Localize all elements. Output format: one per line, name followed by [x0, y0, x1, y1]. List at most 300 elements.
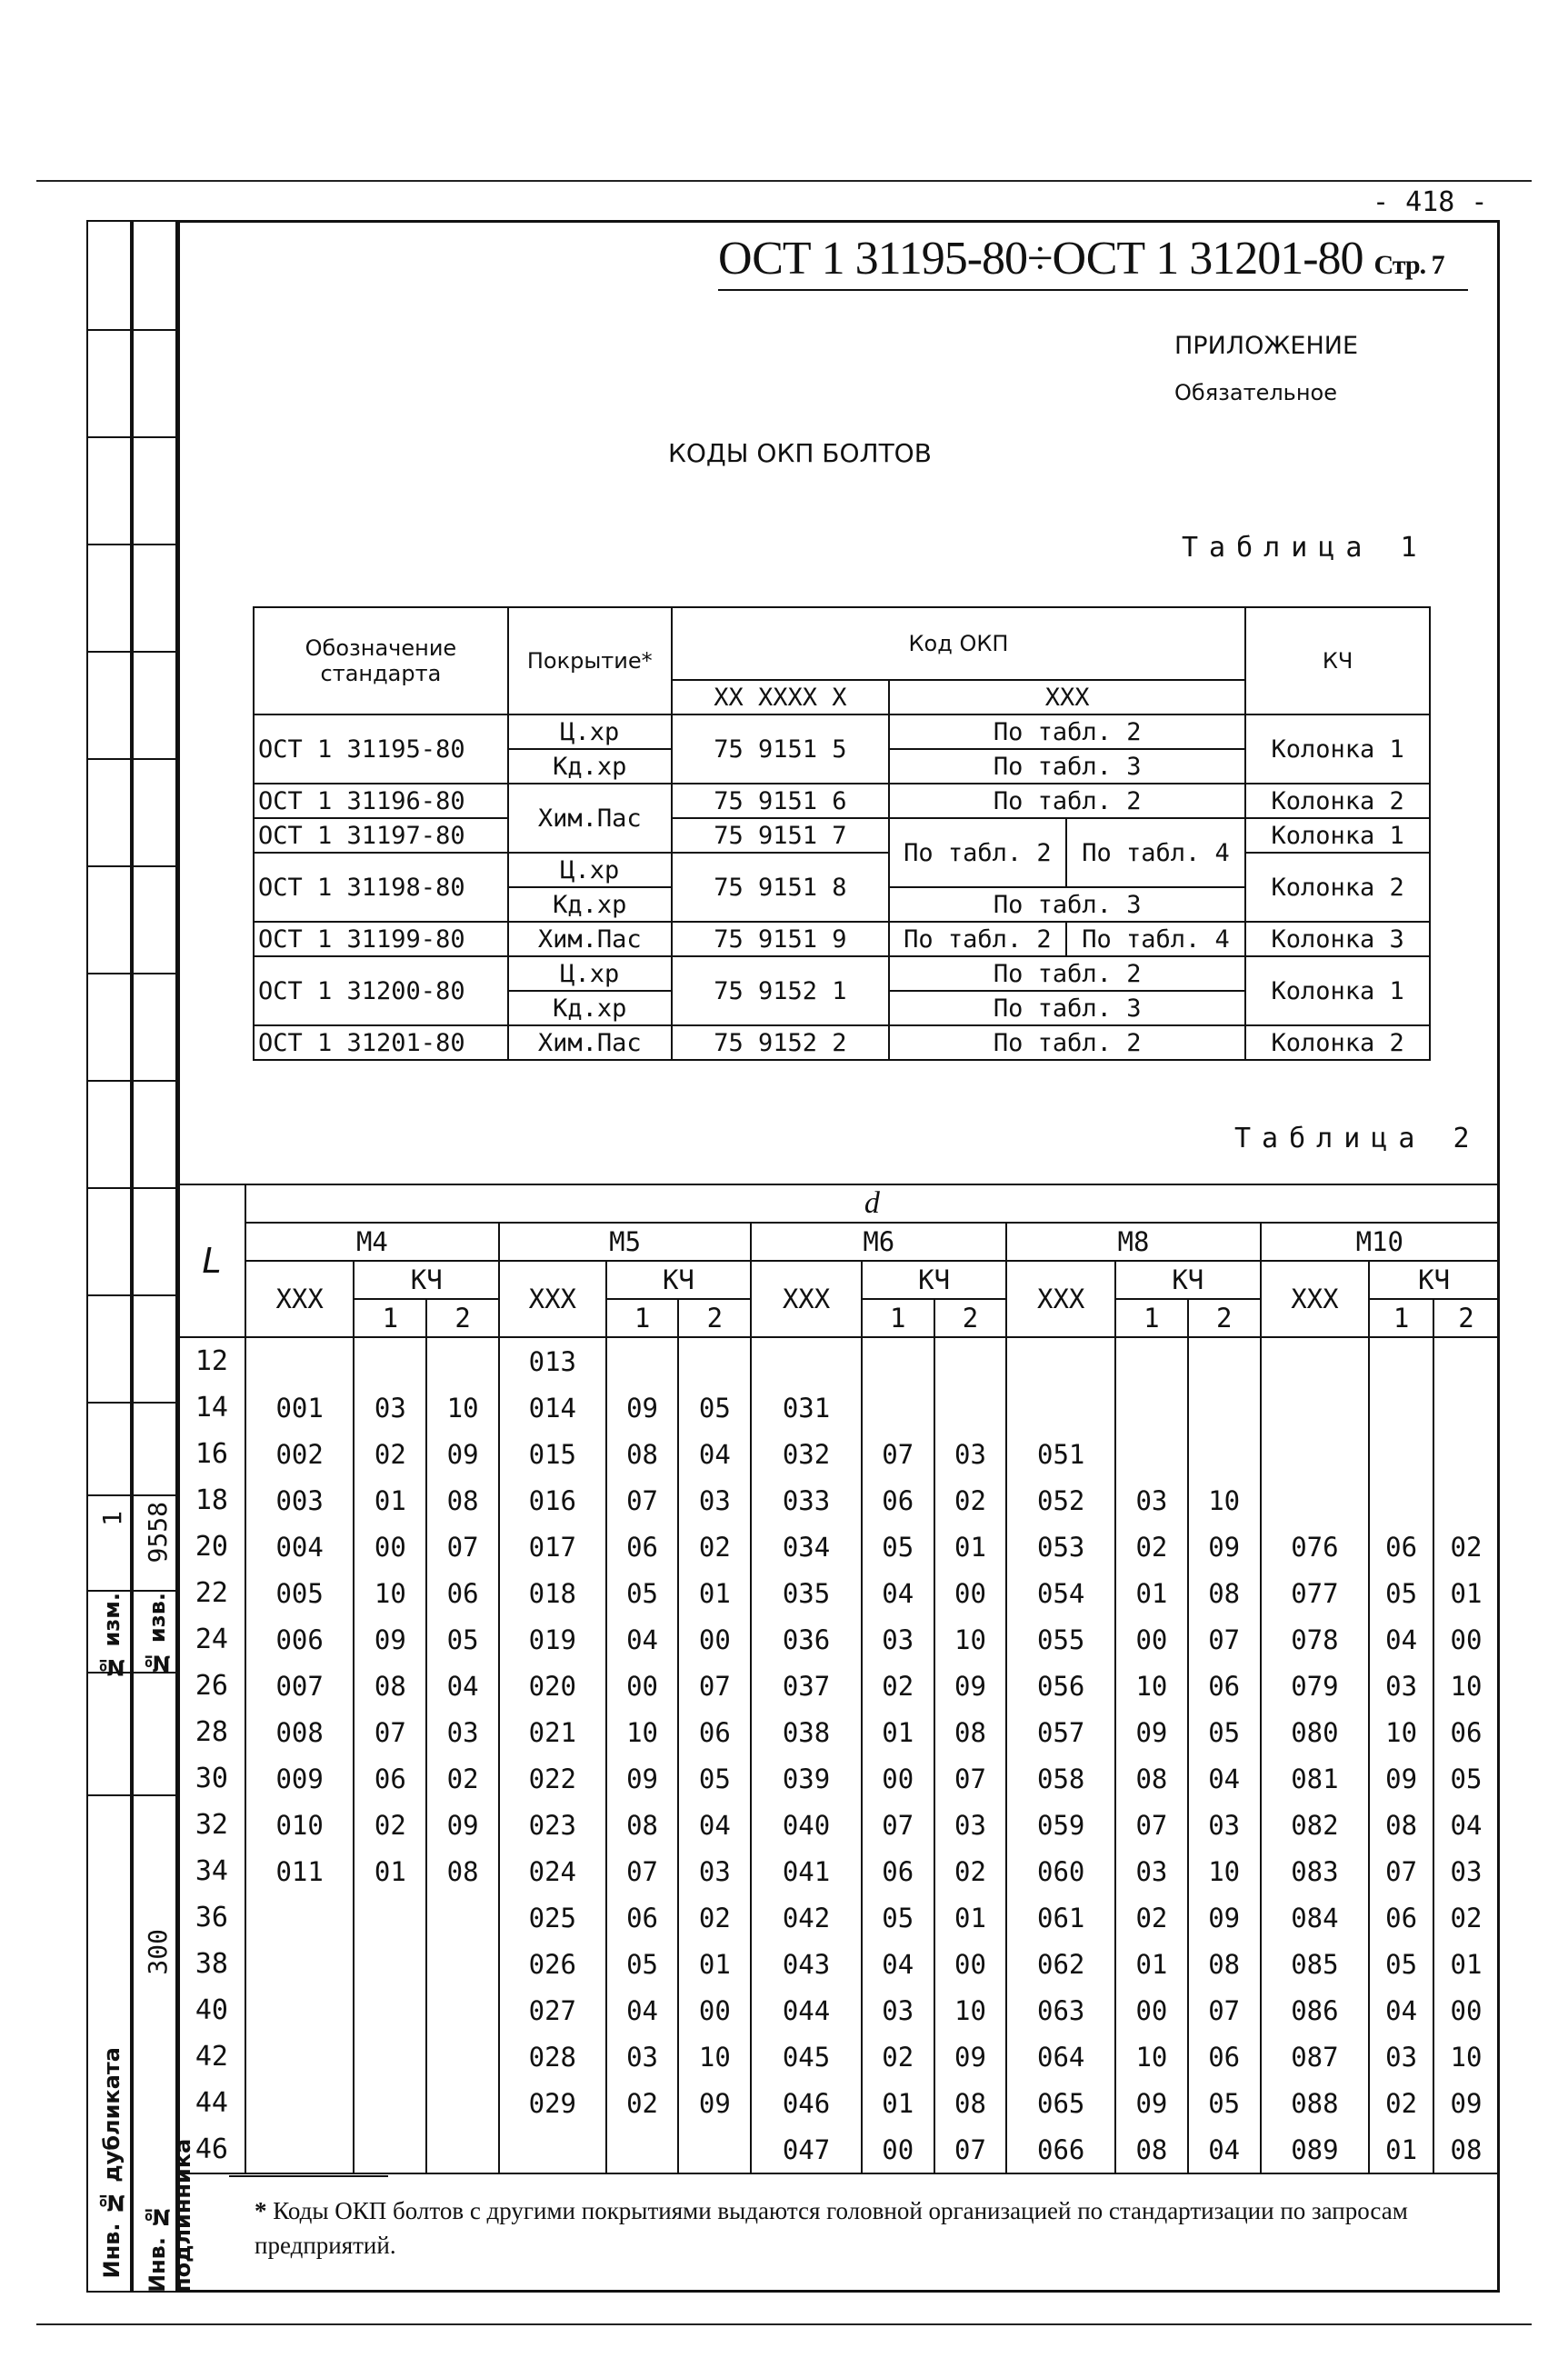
kch-cell: [1115, 1337, 1188, 1384]
table-row: [178, 1848, 1499, 1894]
xxx-cell: 019: [499, 1616, 606, 1663]
kch-cell: [354, 2080, 426, 2126]
kch-cell: 02: [606, 2080, 679, 2126]
t1-kch: Колонка 3: [1245, 922, 1430, 956]
t2-xxx-header: XXX: [245, 1261, 355, 1337]
kch-cell: 08: [1433, 2126, 1499, 2173]
kch-cell: 01: [678, 1941, 751, 1987]
kch-cell: 10: [934, 1616, 1007, 1663]
kch-cell: 01: [354, 1477, 426, 1524]
xxx-cell: [245, 2080, 355, 2126]
length-cell: 12: [178, 1337, 245, 1384]
kch-cell: [1433, 1384, 1499, 1431]
kch-cell: 02: [1369, 2080, 1433, 2126]
t1-kch: Колонка 1: [1245, 956, 1430, 1025]
kch-cell: 09: [426, 1802, 499, 1848]
kch-cell: 00: [934, 1941, 1007, 1987]
kch-cell: 06: [1369, 1524, 1433, 1570]
kch-cell: 02: [1115, 1524, 1188, 1570]
footnote-star: *: [255, 2197, 267, 2224]
kch-cell: 00: [678, 1616, 751, 1663]
kch-cell: 00: [1115, 1616, 1188, 1663]
footnote: [255, 2193, 1436, 2263]
t2-d-header: d: [245, 1184, 1499, 1223]
kch-cell: 10: [354, 1570, 426, 1616]
table-row: [178, 1524, 1499, 1570]
kch-cell: 04: [426, 1663, 499, 1709]
kch-cell: [606, 1337, 679, 1384]
xxx-cell: 084: [1261, 1894, 1370, 1941]
kch-cell: 01: [354, 1848, 426, 1894]
xxx-cell: [751, 1337, 862, 1384]
xxx-cell: [245, 2033, 355, 2080]
kch-cell: 07: [1188, 1987, 1261, 2033]
t1-row: [254, 714, 1430, 749]
t2-xxx-header: XXX: [1006, 1261, 1115, 1337]
table-row: [178, 1941, 1499, 1987]
kch-cell: 03: [1115, 1848, 1188, 1894]
t1-code: 75 9152 2: [672, 1025, 889, 1060]
kch-cell: 08: [1188, 1941, 1261, 1987]
t2-kch1-header: 1: [606, 1299, 679, 1337]
t2-body: [178, 1337, 1499, 2173]
xxx-cell: 066: [1006, 2126, 1115, 2173]
t1-coating: Ц.хр: [508, 853, 672, 887]
t1-row: [254, 922, 1430, 956]
t2-kch2-header: 2: [678, 1299, 751, 1337]
xxx-cell: 062: [1006, 1941, 1115, 1987]
kch-cell: 08: [606, 1802, 679, 1848]
kch-cell: [1433, 1337, 1499, 1384]
xxx-cell: 037: [751, 1663, 862, 1709]
kch-cell: 08: [606, 1431, 679, 1477]
kch-cell: 03: [1433, 1848, 1499, 1894]
xxx-cell: 061: [1006, 1894, 1115, 1941]
t1-xxx: По табл. 2: [889, 1025, 1245, 1060]
kch-cell: 09: [934, 2033, 1007, 2080]
kch-cell: 02: [1115, 1894, 1188, 1941]
xxx-cell: [1261, 1431, 1370, 1477]
xxx-cell: [1006, 1384, 1115, 1431]
t1-row: [254, 818, 1430, 853]
t1-standard: ОСТ 1 31197-80: [254, 818, 508, 853]
t1-xxx-left: По табл. 2: [889, 922, 1066, 956]
t1-xxx: По табл. 3: [889, 887, 1245, 922]
table-row: [178, 1802, 1499, 1848]
stamp-column-left: [86, 220, 132, 2293]
kch-cell: [426, 1894, 499, 1941]
kch-cell: 02: [678, 1894, 751, 1941]
kch-cell: 09: [1369, 1755, 1433, 1802]
stamp-izv-value: 9558: [143, 1502, 173, 1564]
appendix-title: ПРИЛОЖЕНИЕ: [1174, 332, 1359, 360]
kch-cell: 07: [606, 1477, 679, 1524]
kch-cell: [1369, 1384, 1433, 1431]
kch-cell: 02: [1433, 1524, 1499, 1570]
kch-cell: 02: [862, 2033, 934, 2080]
kch-cell: [354, 1941, 426, 1987]
t2-kch-header: КЧ: [862, 1261, 1007, 1299]
t2-xxx-header: XXX: [1261, 1261, 1370, 1337]
table2-caption: Таблица 2: [1234, 1123, 1481, 1154]
kch-cell: 09: [354, 1616, 426, 1663]
xxx-cell: 015: [499, 1431, 606, 1477]
kch-cell: 00: [678, 1987, 751, 2033]
xxx-cell: 029: [499, 2080, 606, 2126]
xxx-cell: 058: [1006, 1755, 1115, 1802]
kch-cell: 10: [1115, 1663, 1188, 1709]
xxx-cell: 086: [1261, 1987, 1370, 2033]
kch-cell: 03: [934, 1802, 1007, 1848]
xxx-cell: 006: [245, 1616, 355, 1663]
kch-cell: 10: [426, 1384, 499, 1431]
kch-cell: 06: [606, 1894, 679, 1941]
t1-code: 75 9151 6: [672, 784, 889, 818]
kch-cell: 08: [934, 1709, 1007, 1755]
xxx-cell: [1006, 1337, 1115, 1384]
kch-cell: 08: [1115, 2126, 1188, 2173]
kch-cell: 07: [934, 2126, 1007, 2173]
t1-header-coating: Покрытие*: [508, 607, 672, 714]
xxx-cell: 002: [245, 1431, 355, 1477]
xxx-cell: 008: [245, 1709, 355, 1755]
table-row: [178, 1755, 1499, 1802]
t1-coating: Хим.Пас: [508, 1025, 672, 1060]
xxx-cell: 035: [751, 1570, 862, 1616]
kch-cell: 03: [354, 1384, 426, 1431]
kch-cell: [1188, 1431, 1261, 1477]
kch-cell: 01: [934, 1524, 1007, 1570]
stamp-podl-value: 300: [143, 1929, 173, 1975]
xxx-cell: 041: [751, 1848, 862, 1894]
t2-kch1-header: 1: [1115, 1299, 1188, 1337]
kch-cell: 07: [862, 1431, 934, 1477]
kch-cell: 02: [862, 1663, 934, 1709]
table1-caption: Таблица 1: [1182, 532, 1428, 564]
xxx-cell: 087: [1261, 2033, 1370, 2080]
table-row: [178, 1709, 1499, 1755]
kch-cell: [934, 1337, 1007, 1384]
kch-cell: 03: [1115, 1477, 1188, 1524]
xxx-cell: 083: [1261, 1848, 1370, 1894]
kch-cell: 01: [1115, 1570, 1188, 1616]
t1-coating: Ц.хр: [508, 714, 672, 749]
xxx-cell: 085: [1261, 1941, 1370, 1987]
kch-cell: 07: [1188, 1616, 1261, 1663]
xxx-cell: 020: [499, 1663, 606, 1709]
t1-xxx: По табл. 2: [889, 784, 1245, 818]
kch-cell: 08: [1188, 1570, 1261, 1616]
xxx-cell: 011: [245, 1848, 355, 1894]
kch-cell: [1188, 1384, 1261, 1431]
t1-xxx: По табл. 2: [889, 714, 1245, 749]
kch-cell: [678, 2126, 751, 2173]
xxx-cell: 060: [1006, 1848, 1115, 1894]
t2-size-m10: M10: [1261, 1223, 1499, 1261]
t1-xxx-left: По табл. 2: [889, 818, 1066, 887]
kch-cell: 03: [1369, 1663, 1433, 1709]
kch-cell: [354, 1987, 426, 2033]
xxx-cell: 081: [1261, 1755, 1370, 1802]
t1-coating: Кд.хр: [508, 991, 672, 1025]
xxx-cell: 024: [499, 1848, 606, 1894]
xxx-cell: 027: [499, 1987, 606, 2033]
kch-cell: [354, 2126, 426, 2173]
kch-cell: 07: [1115, 1802, 1188, 1848]
t2-xxx-header: XXX: [751, 1261, 862, 1337]
kch-cell: 02: [934, 1477, 1007, 1524]
t2-kch-header: КЧ: [1115, 1261, 1261, 1299]
xxx-cell: 039: [751, 1755, 862, 1802]
t1-standard: ОСТ 1 31200-80: [254, 956, 508, 1025]
xxx-cell: [499, 2126, 606, 2173]
t1-code: 75 9152 1: [672, 956, 889, 1025]
table-row: [178, 1431, 1499, 1477]
top-rule: [36, 180, 1532, 182]
xxx-cell: 025: [499, 1894, 606, 1941]
kch-cell: 10: [678, 2033, 751, 2080]
kch-cell: 09: [1115, 1709, 1188, 1755]
kch-cell: [1433, 1431, 1499, 1477]
kch-cell: 02: [354, 1802, 426, 1848]
xxx-cell: 010: [245, 1802, 355, 1848]
t2-kch-header: КЧ: [1369, 1261, 1499, 1299]
kch-cell: 05: [678, 1384, 751, 1431]
xxx-cell: 017: [499, 1524, 606, 1570]
kch-cell: [1115, 1431, 1188, 1477]
side-stamp: [86, 220, 195, 2293]
xxx-cell: 001: [245, 1384, 355, 1431]
stamp-izm-label: № изм.: [99, 1593, 125, 1680]
kch-cell: 05: [426, 1616, 499, 1663]
xxx-cell: 082: [1261, 1802, 1370, 1848]
table-row: [178, 1570, 1499, 1616]
t1-coating: Кд.хр: [508, 749, 672, 784]
kch-cell: [426, 1941, 499, 1987]
kch-cell: 08: [934, 2080, 1007, 2126]
footnote-text: Коды ОКП болтов с другими покрытиями выдаются головной организацией по стандартизации по запросам предприятий.: [255, 2197, 1408, 2259]
xxx-cell: 077: [1261, 1570, 1370, 1616]
kch-cell: 02: [426, 1755, 499, 1802]
xxx-cell: 059: [1006, 1802, 1115, 1848]
length-cell: 32: [178, 1802, 245, 1848]
t1-header-designation: Обозначение стандарта: [254, 607, 508, 714]
kch-cell: 10: [1433, 2033, 1499, 2080]
kch-cell: 00: [1433, 1616, 1499, 1663]
xxx-cell: 022: [499, 1755, 606, 1802]
stamp-dubl-label: Инв. № дубликата: [99, 2047, 125, 2279]
kch-cell: 09: [1188, 1894, 1261, 1941]
xxx-cell: 036: [751, 1616, 862, 1663]
xxx-cell: 063: [1006, 1987, 1115, 2033]
xxx-cell: 005: [245, 1570, 355, 1616]
xxx-cell: [1261, 1477, 1370, 1524]
table-row: [178, 2080, 1499, 2126]
t1-kch: Колонка 2: [1245, 1025, 1430, 1060]
t2-kch1-header: 1: [862, 1299, 934, 1337]
length-cell: 38: [178, 1941, 245, 1987]
stamp-izv-label: № изв.: [145, 1593, 170, 1676]
table-row: [178, 1384, 1499, 1431]
kch-cell: 06: [862, 1848, 934, 1894]
kch-cell: 10: [1188, 1477, 1261, 1524]
length-cell: 44: [178, 2080, 245, 2126]
kch-cell: 05: [1369, 1941, 1433, 1987]
kch-cell: 06: [862, 1477, 934, 1524]
xxx-cell: [1261, 1384, 1370, 1431]
kch-cell: [1369, 1431, 1433, 1477]
stamp-izm-value: 1: [97, 1511, 127, 1526]
kch-cell: 04: [1369, 1987, 1433, 2033]
xxx-cell: 007: [245, 1663, 355, 1709]
length-cell: 28: [178, 1709, 245, 1755]
length-cell: 16: [178, 1431, 245, 1477]
kch-cell: 05: [862, 1894, 934, 1941]
page-number: - 418 -: [1373, 186, 1488, 218]
t2-kch2-header: 2: [1188, 1299, 1261, 1337]
kch-cell: [1433, 1477, 1499, 1524]
kch-cell: 00: [1115, 1987, 1188, 2033]
length-cell: 40: [178, 1987, 245, 2033]
kch-cell: 07: [934, 1755, 1007, 1802]
kch-cell: 04: [606, 1987, 679, 2033]
xxx-cell: 053: [1006, 1524, 1115, 1570]
kch-cell: 03: [1369, 2033, 1433, 2080]
t1-xxx: По табл. 3: [889, 991, 1245, 1025]
t2-size-m8: M8: [1006, 1223, 1260, 1261]
xxx-cell: 038: [751, 1709, 862, 1755]
kch-cell: 10: [1115, 2033, 1188, 2080]
doc-ref-page: Стр. 7: [1373, 250, 1444, 280]
t2-kch2-header: 2: [934, 1299, 1007, 1337]
xxx-cell: 088: [1261, 2080, 1370, 2126]
xxx-cell: 044: [751, 1987, 862, 2033]
xxx-cell: 064: [1006, 2033, 1115, 2080]
xxx-cell: 055: [1006, 1616, 1115, 1663]
length-cell: 24: [178, 1616, 245, 1663]
t2-kch1-header: 1: [354, 1299, 426, 1337]
length-cell: 34: [178, 1848, 245, 1894]
table-row: [178, 1663, 1499, 1709]
kch-cell: 09: [1188, 1524, 1261, 1570]
kch-cell: [862, 1337, 934, 1384]
kch-cell: 06: [1369, 1894, 1433, 1941]
t1-code: 75 9151 8: [672, 853, 889, 922]
kch-cell: [354, 2033, 426, 2080]
length-cell: 26: [178, 1663, 245, 1709]
xxx-cell: 013: [499, 1337, 606, 1384]
stamp-column-right: [132, 220, 177, 2293]
xxx-cell: [245, 1987, 355, 2033]
kch-cell: 07: [862, 1802, 934, 1848]
xxx-cell: 018: [499, 1570, 606, 1616]
kch-cell: 09: [1433, 2080, 1499, 2126]
length-cell: 46: [178, 2126, 245, 2173]
kch-cell: 10: [1433, 1663, 1499, 1709]
kch-cell: 01: [1115, 1941, 1188, 1987]
t1-row: [254, 784, 1430, 818]
kch-cell: 04: [606, 1616, 679, 1663]
t1-coating: Ц.хр: [508, 956, 672, 991]
kch-cell: 09: [1115, 2080, 1188, 2126]
t1-row: [254, 1025, 1430, 1060]
t1-standard: ОСТ 1 31198-80: [254, 853, 508, 922]
kch-cell: 06: [1188, 2033, 1261, 2080]
t1-header-kch: КЧ: [1245, 607, 1430, 714]
xxx-cell: 034: [751, 1524, 862, 1570]
kch-cell: 04: [1188, 1755, 1261, 1802]
table-row: [178, 1894, 1499, 1941]
kch-cell: [1369, 1337, 1433, 1384]
length-cell: 20: [178, 1524, 245, 1570]
xxx-cell: [245, 1337, 355, 1384]
kch-cell: 03: [606, 2033, 679, 2080]
t1-standard: ОСТ 1 31199-80: [254, 922, 508, 956]
kch-cell: 04: [1433, 1802, 1499, 1848]
table-row: [178, 2033, 1499, 2080]
t1-kch: Колонка 2: [1245, 853, 1430, 922]
t2-size-m6: M6: [751, 1223, 1006, 1261]
kch-cell: 05: [606, 1570, 679, 1616]
t1-standard: ОСТ 1 31201-80: [254, 1025, 508, 1060]
length-cell: 36: [178, 1894, 245, 1941]
kch-cell: 06: [426, 1570, 499, 1616]
kch-cell: 10: [1369, 1709, 1433, 1755]
kch-cell: 06: [1433, 1709, 1499, 1755]
kch-cell: 05: [1188, 2080, 1261, 2126]
kch-cell: 09: [606, 1384, 679, 1431]
kch-cell: [426, 1987, 499, 2033]
kch-cell: [678, 1337, 751, 1384]
xxx-cell: 016: [499, 1477, 606, 1524]
kch-cell: 02: [1433, 1894, 1499, 1941]
xxx-cell: 023: [499, 1802, 606, 1848]
t1-xxx: По табл. 2: [889, 956, 1245, 991]
xxx-cell: 003: [245, 1477, 355, 1524]
kch-cell: 04: [862, 1941, 934, 1987]
xxx-cell: 056: [1006, 1663, 1115, 1709]
table-row: [178, 1987, 1499, 2033]
xxx-cell: 051: [1006, 1431, 1115, 1477]
xxx-cell: 043: [751, 1941, 862, 1987]
t1-code: 75 9151 7: [672, 818, 889, 853]
kch-cell: 07: [606, 1848, 679, 1894]
t2-size-m4: M4: [245, 1223, 499, 1261]
length-cell: 22: [178, 1570, 245, 1616]
xxx-cell: 042: [751, 1894, 862, 1941]
t1-code: 75 9151 5: [672, 714, 889, 784]
kch-cell: [1188, 1337, 1261, 1384]
xxx-cell: 078: [1261, 1616, 1370, 1663]
kch-cell: 08: [1369, 1802, 1433, 1848]
kch-cell: [862, 1384, 934, 1431]
xxx-cell: 054: [1006, 1570, 1115, 1616]
t1-kch: Колонка 1: [1245, 714, 1430, 784]
stamp-podl-label: Инв. № подлинника: [145, 2138, 195, 2293]
xxx-cell: 009: [245, 1755, 355, 1802]
length-cell: 14: [178, 1384, 245, 1431]
kch-cell: 01: [1433, 1570, 1499, 1616]
t1-standard: ОСТ 1 31195-80: [254, 714, 508, 784]
page-heading: КОДЫ ОКП БОЛТОВ: [668, 438, 932, 468]
t2-kch-header: КЧ: [606, 1261, 752, 1299]
xxx-cell: 057: [1006, 1709, 1115, 1755]
table2: [177, 1184, 1500, 2174]
kch-cell: 09: [678, 2080, 751, 2126]
kch-cell: [606, 2126, 679, 2173]
xxx-cell: [245, 1894, 355, 1941]
t2-l-header: L: [178, 1184, 245, 1337]
